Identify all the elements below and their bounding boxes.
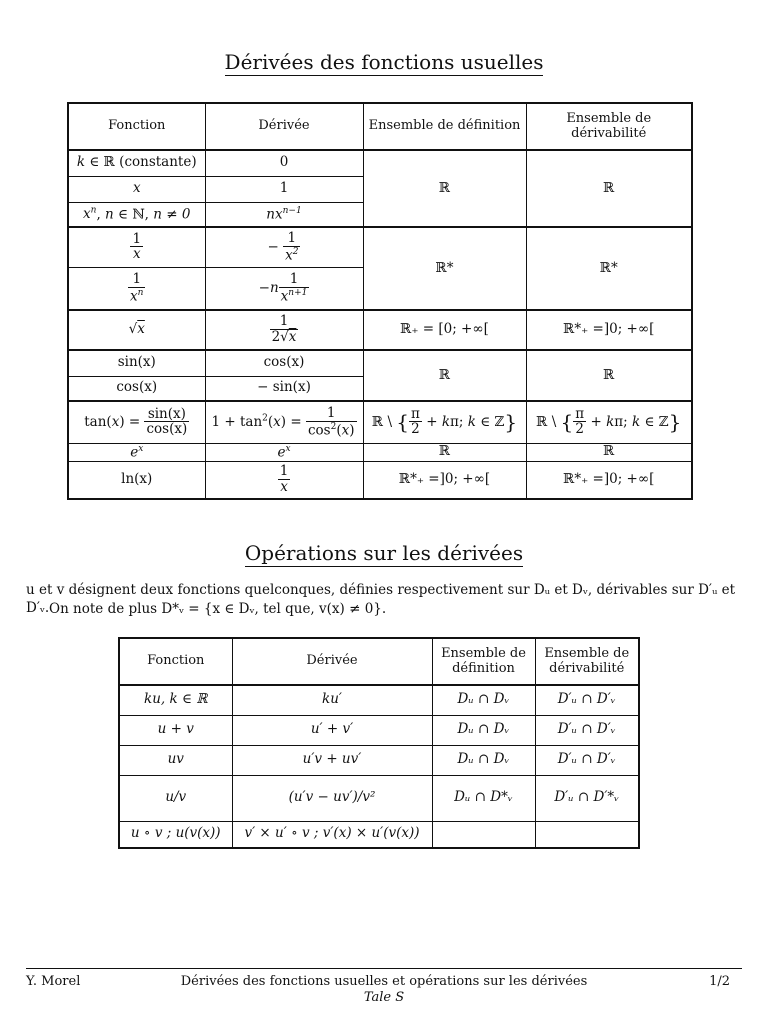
- header-definition: Ensemble de définition: [432, 638, 535, 685]
- cell-derivative: − $\frac{1}{x^2}$: [205, 227, 363, 267]
- cell-function: ku, k ∈ ℝ: [119, 685, 232, 715]
- cell-domain: ℝ*₊ =]0; +∞[: [363, 461, 526, 499]
- cell-differentiability: ℝ: [526, 350, 692, 401]
- cell-derivative: v′ × u′ ∘ v ; v′(x) × u′(v(x)): [232, 821, 432, 848]
- header-fonction: Fonction: [119, 638, 232, 685]
- cell-derivative: − sin(x): [205, 376, 363, 401]
- cell-derivative: u′v + uv′: [232, 745, 432, 775]
- footer-page-number: 1/2: [709, 974, 730, 989]
- table-row: [68, 443, 692, 461]
- cell-function: $e^x$: [68, 443, 205, 461]
- table-row: [68, 461, 692, 499]
- cell-differentiability: D′ᵤ ∩ D′ᵥ: [535, 715, 639, 745]
- cell-domain: ℝ \ { $\frac{\pi}{2}$ + kπ; k ∈ ℤ}: [363, 401, 526, 443]
- usual-derivatives-table: [67, 102, 693, 500]
- cell-function: u/v: [119, 775, 232, 821]
- cell-derivative: $nx^{n-1}$: [205, 202, 363, 227]
- cell-function: x: [68, 176, 205, 202]
- header-derivee: Dérivée: [232, 638, 432, 685]
- footer-title: Dérivées des fonctions usuelles et opérations sur les dérivées: [180, 974, 588, 989]
- header-derivabilite: Ensemble de dérivabilité: [535, 638, 639, 685]
- cell-differentiability: D′ᵤ ∩ D′*ᵥ: [535, 775, 639, 821]
- cell-differentiability: D′ᵤ ∩ D′ᵥ: [535, 685, 639, 715]
- cell-domain: Dᵤ ∩ Dᵥ: [432, 715, 535, 745]
- footer-author: Y. Morel: [26, 974, 81, 989]
- table-row: [119, 775, 639, 821]
- cell-differentiability: ℝ: [526, 150, 692, 227]
- cell-function: √x: [68, 310, 205, 350]
- table-row: [68, 227, 692, 267]
- header-derivabilite: Ensemble de dérivabilité: [526, 103, 692, 150]
- cell-function: $\frac{1}{x}$: [68, 227, 205, 267]
- cell-domain: ℝ: [363, 443, 526, 461]
- cell-function: u + v: [119, 715, 232, 745]
- cell-derivative: $e^x$: [205, 443, 363, 461]
- cell-derivative: $\frac{1}{2√x}$: [205, 310, 363, 350]
- cell-derivative: $\frac{1}{x}$: [205, 461, 363, 499]
- cell-function: $x^n$, n ∈ ℕ, n ≠ 0: [68, 202, 205, 227]
- table-row: [119, 715, 639, 745]
- cell-derivative: $1 + \tan^2(x)$ = $\frac{1}{\cos^2(x)}$: [205, 401, 363, 443]
- cell-derivative: 1: [205, 176, 363, 202]
- footer-divider: [26, 968, 742, 969]
- cell-domain: ℝ₊ = [0; +∞[: [363, 310, 526, 350]
- table-row: [119, 685, 639, 715]
- cell-differentiability: ℝ \ { $\frac{\pi}{2}$ + kπ; k ∈ ℤ}: [526, 401, 692, 443]
- operations-table: [118, 637, 640, 849]
- table-header-row: [68, 103, 692, 150]
- cell-derivative: u′ + v′: [232, 715, 432, 745]
- cell-derivative: cos(x): [205, 350, 363, 376]
- intro-note: On note de plus D*ᵥ = {x ∈ Dᵥ, tel que, v(x) ≠ 0}.: [49, 601, 387, 617]
- cell-differentiability: ℝ*₊ =]0; +∞[: [526, 461, 692, 499]
- cell-differentiability: [535, 821, 639, 848]
- cell-differentiability: ℝ*: [526, 227, 692, 310]
- cell-domain: Dᵤ ∩ D*ᵥ: [432, 775, 535, 821]
- cell-derivative: (u′v − uv′)/v²: [232, 775, 432, 821]
- cell-function: tan(x) = $\frac{\sin(x)}{\cos(x)}$: [68, 401, 205, 443]
- cell-differentiability: ℝ*₊ =]0; +∞[: [526, 310, 692, 350]
- cell-function: cos(x): [68, 376, 205, 401]
- cell-domain: Dᵤ ∩ Dᵥ: [432, 745, 535, 775]
- cell-domain: ℝ: [363, 150, 526, 227]
- cell-function: $\frac{1}{x^n}$: [68, 267, 205, 310]
- footer-class: Tale S: [363, 990, 405, 1005]
- section-title: Opérations sur les dérivées: [244, 541, 524, 565]
- header-derivee: Dérivée: [205, 103, 363, 150]
- cell-derivative: ku′: [232, 685, 432, 715]
- table-row: [68, 350, 692, 376]
- table-row: [68, 150, 692, 176]
- cell-domain: ℝ: [363, 350, 526, 401]
- intro-text: u et v désignent deux fonctions quelconques, définies respectivement sur Dᵤ et Dᵥ, dérivables sur D′ᵤ et D′ᵥ.: [26, 582, 736, 617]
- cell-derivative: −n $\frac{1}{x^{n+1}}$: [205, 267, 363, 310]
- cell-domain: Dᵤ ∩ Dᵥ: [432, 685, 535, 715]
- cell-derivative: 0: [205, 150, 363, 176]
- header-fonction: Fonction: [68, 103, 205, 150]
- cell-domain: ℝ*: [363, 227, 526, 310]
- table-row: [68, 401, 692, 443]
- table-row: [119, 745, 639, 775]
- header-definition: Ensemble de définition: [363, 103, 526, 150]
- page-title: Dérivées des fonctions usuelles: [224, 50, 544, 74]
- cell-domain: [432, 821, 535, 848]
- cell-function: ln(x): [68, 461, 205, 499]
- cell-function: k ∈ ℝ (constante): [68, 150, 205, 176]
- table-row: [119, 821, 639, 848]
- cell-differentiability: D′ᵤ ∩ D′ᵥ: [535, 745, 639, 775]
- table-header-row: [119, 638, 639, 685]
- cell-function: uv: [119, 745, 232, 775]
- table-row: [68, 310, 692, 350]
- cell-differentiability: ℝ: [526, 443, 692, 461]
- cell-function: u ∘ v ; u(v(x)): [119, 821, 232, 848]
- cell-function: sin(x): [68, 350, 205, 376]
